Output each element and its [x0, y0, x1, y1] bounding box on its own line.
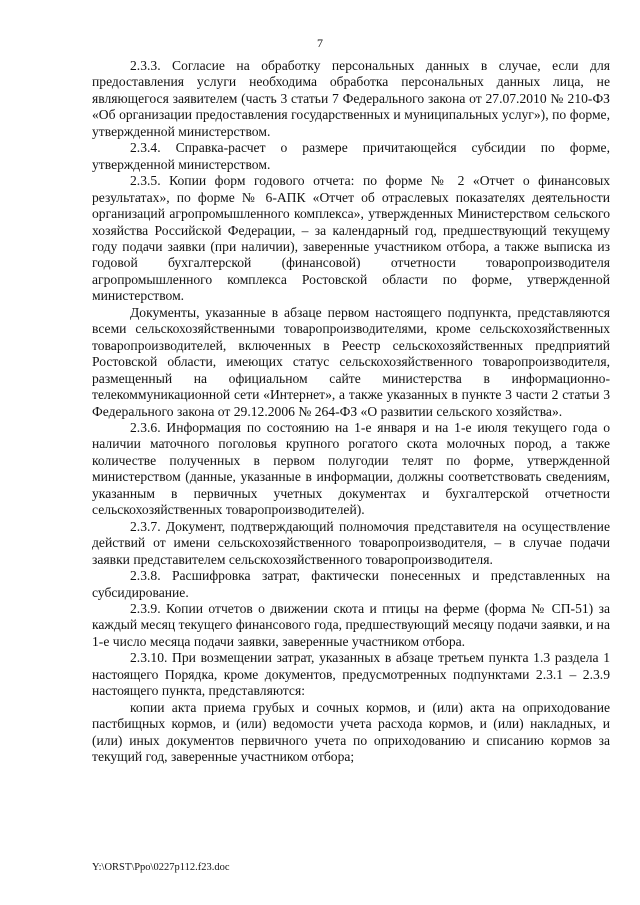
paragraph-2-3-5: 2.3.5. Копии форм годового отчета: по форме № 2 «Отчет о финансовых результатах», по форме № 6-АПК «Отчет об отраслевых показателях деятельности организаций агропромышленного комплекса», утвержденных Министерством сельского хозяйства Российской Федерации, – за календарный год, предшествующий текущему году подачи заявки (при наличии), заверенные участником отбора, а также выписка из годовой бухгалтерской (финансовой) отчетности товаропроизводителя агропромышленного комплекса Ростовской области по форме, утвержденной министерством.: [92, 173, 610, 304]
paragraph-feed-acts: копии акта приема грубых и сочных кормов, и (или) акта на оприходование пастбищных кормов, и (или) ведомости учета расхода кормов, и (или) накладных, и (или) иных документов первичного учета по оприходованию и списанию кормов за текущий год, заверенные участником отбора;: [92, 699, 610, 765]
paragraph-2-3-8: 2.3.8. Расшифровка затрат, фактически понесенных и представленных на субсидирование.: [92, 568, 610, 600]
paragraph-2-3-3: 2.3.3. Согласие на обработку персональных данных в случае, если для предоставления услуги необходима обработка персональных данных лица, не являющегося заявителем (часть 3 статьи 7 Федерального закона от 27.07.2010 № 210-ФЗ «Об организации предоставления государственных и муниципальных услуг»), по форме, утвержденной министерством.: [92, 58, 610, 139]
footer-file-path: Y:\ORST\Ppo\0227p112.f23.doc: [92, 862, 230, 873]
paragraph-2-3-7: 2.3.7. Документ, подтверждающий полномочия представителя на осуществление действий от имени сельскохозяйственного товаропроизводителя, – в случае подачи заявки представителем сельскохозяйственного товаропроизводителя.: [92, 518, 610, 567]
paragraph-2-3-4: 2.3.4. Справка-расчет о размере причитающейся субсидии по форме, утвержденной министерством.: [92, 140, 610, 172]
page-number: 7: [317, 36, 323, 50]
paragraph-2-3-6: 2.3.6. Информация по состоянию на 1-е января и на 1-е июля текущего года о наличии маточного поголовья крупного рогатого скота молочных пород, а также количестве полученных в первом полугодии телят по форме, утвержденной министерством (данные, указанные в информации, должны соответствовать сведениям, указанным в первичных учетных документах и бухгалтерской отчетности сельскохозяйственных товаропроизводителей).: [92, 419, 610, 518]
paragraph-2-3-10: 2.3.10. При возмещении затрат, указанных в абзаце третьем пункта 1.3 раздела 1 настоящего Порядка, кроме документов, предусмотренных подпунктами 2.3.1 – 2.3.9 настоящего пункта, представляются:: [92, 650, 610, 699]
paragraph-documents-note: Документы, указанные в абзаце первом настоящего подпункта, представляются всеми сельскохозяйственными товаропроизводителями, кроме сельскохозяйственных товаропроизводителей, включенных в Реестр сельскохозяйственных предприятий Ростовской области, имеющих статус сельскохозяйственного товаропроизводителя, размещенный на официальном сайте министерства в информационно-телекоммуникационной сети «Интернет», а также указанных в пункте 3 части 2 статьи 3 Федерального закона от 29.12.2006 № 264-ФЗ «О развитии сельского хозяйства».: [92, 304, 610, 419]
paragraph-2-3-9: 2.3.9. Копии отчетов о движении скота и птицы на ферме (форма № СП-51) за каждый месяц текущего финансового года, предшествующий месяцу подачи заявки, и на 1-е число месяца подачи заявки, заверенные участником отбора.: [92, 600, 610, 649]
document-body: [92, 58, 610, 765]
